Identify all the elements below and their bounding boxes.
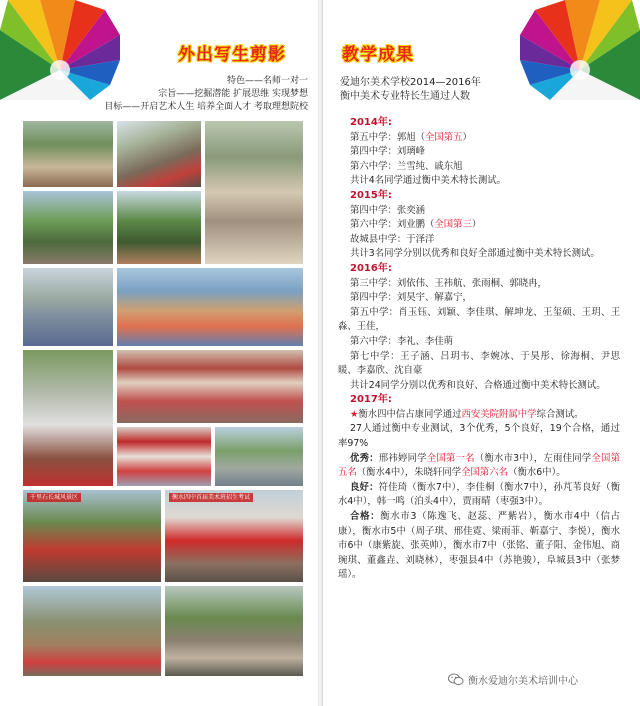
watermark-text: 衡水爱迪尔美术培训中心 bbox=[468, 676, 578, 687]
intro-line-2: 衡中美术专业特长生通过人数 bbox=[340, 91, 470, 102]
y2016-line-5: 第七中学：王子涵、吕玥韦、李婉冰、于昊彤、徐海桐、尹思暖、李嘉欣、沈自豪 bbox=[338, 350, 620, 377]
y2016-line-4: 第六中学：李礼、李佳萌 bbox=[350, 335, 454, 347]
results-text bbox=[338, 116, 620, 583]
photo-exam-group bbox=[116, 426, 212, 487]
slogan-feature: 特色——名师一对一 bbox=[226, 76, 308, 86]
y2015-line-1: 第四中学：张奕涵 bbox=[350, 204, 426, 216]
photo-student-sketching bbox=[22, 349, 114, 487]
intro-line-1: 爱迪尔美术学校2014—2016年 bbox=[340, 77, 481, 88]
photo-painting-square bbox=[22, 267, 114, 347]
star-icon: ★ bbox=[350, 408, 359, 420]
y2017-excellent: 优秀：邢祎婷同学全国第一名（衡水市3中），左雨佳同学全国第五名（衡水4中），朱晓轩同学全国第六名（衡水6中）。 bbox=[338, 452, 620, 479]
y2017-line-2: 27人通过衡中专业测试，3个优秀，5个良好，19个合格，通过率97% bbox=[338, 423, 620, 450]
y2016-line-6: 共计24同学分别以优秀和良好、合格通过衡中美术特长测试。 bbox=[350, 379, 606, 391]
right-page-title: 教学成果 bbox=[342, 45, 414, 65]
photo-collage bbox=[22, 120, 304, 690]
slogan-goal: 目标——开启艺术人生 培养全面人才 考取理想院校 bbox=[104, 102, 308, 112]
photo-class-group-building bbox=[116, 349, 304, 424]
photo-students-park bbox=[22, 190, 114, 265]
y2014-line-4: 共计4名同学通过衡中美术特长测试。 bbox=[350, 175, 506, 187]
photo-rocks-group bbox=[164, 585, 304, 677]
y2014-line-1: 第五中学：郭旭（全国第五） bbox=[350, 131, 472, 143]
photo-great-wall-group bbox=[22, 489, 162, 583]
photo-painting-ground bbox=[204, 120, 304, 265]
photo-great-wall-tower bbox=[22, 585, 162, 677]
pencil-fan-decoration-right bbox=[520, 0, 640, 100]
y2016-line-3: 第五中学：肖玉钰、刘颖、李佳琪、解坤龙、王玺硕、王玥、王淼、王佳， bbox=[338, 306, 620, 333]
pencil-fan-decoration-left bbox=[0, 0, 120, 100]
y2016-line-1: 第三中学：刘依伟、王祎航、张雨桐、郭晓冉， bbox=[350, 277, 547, 289]
y2014-line-2: 第四中学：刘璃峰 bbox=[350, 146, 426, 158]
year-2014-heading: 2014年: bbox=[350, 117, 392, 128]
y2017-good: 良好：符佳琦（衡水7中），李佳桐（衡水7中），孙芃苇良好（衡水4中），韩一鸣（泊头4中），贾雨晴（枣强3中）。 bbox=[338, 481, 620, 508]
year-2016-heading: 2016年: bbox=[350, 262, 392, 274]
y2015-line-3: 故城县中学：于泽洋 bbox=[350, 233, 435, 245]
wechat-watermark bbox=[448, 672, 578, 687]
photo-caption-great-wall: 千里石长城风景区 bbox=[27, 493, 81, 502]
y2017-line-1: ★衡水四中信占康同学通过西安美院附属中学综合测试。 bbox=[350, 408, 584, 420]
y2017-pass: 合格：衡水市3（陈逸飞、赵蕊、严紫岩），衡水市4中（信占康），衡水市5中（周子琪、邢佳霓、梁雨菲、靳嘉宁、李悦），衡水市6中（康紫旋、张英帅），衡水市7中（张铭、董子阳、金伟旭、商琬琪、董鑫垚、刘晓林），枣强县4中（苏艳骏），阜城县3中（张梦瑶）。 bbox=[338, 511, 620, 581]
y2014-line-3: 第六中学：兰雪纯、戚东旭 bbox=[350, 160, 463, 172]
y2015-line-2: 第六中学：刘业鹏（全国第三） bbox=[350, 219, 482, 231]
photo-sketching-street bbox=[22, 120, 114, 188]
photo-group-outdoor bbox=[116, 120, 202, 188]
photo-tree-street bbox=[214, 426, 304, 487]
left-page-title: 外出写生剪影 bbox=[178, 45, 286, 65]
slogan-purpose: 宗旨——挖掘潜能 扩展思维 实现梦想 bbox=[158, 89, 308, 99]
year-2015-heading: 2015年: bbox=[350, 189, 392, 201]
photo-sketch-trees bbox=[116, 190, 202, 265]
y2015-line-4: 共计3名同学分别以优秀和良好全部通过衡中美术特长测试。 bbox=[350, 248, 600, 260]
photo-large-group bbox=[116, 267, 304, 347]
year-2017-heading: 2017年: bbox=[350, 394, 392, 406]
wechat-icon bbox=[448, 673, 464, 686]
photo-caption-exam-banner: 衡水四中首届美术班招生考试 bbox=[169, 493, 253, 502]
photo-banner-group bbox=[164, 489, 304, 583]
y2016-line-2: 第四中学：刘昊宇、解嘉宁， bbox=[350, 292, 472, 304]
